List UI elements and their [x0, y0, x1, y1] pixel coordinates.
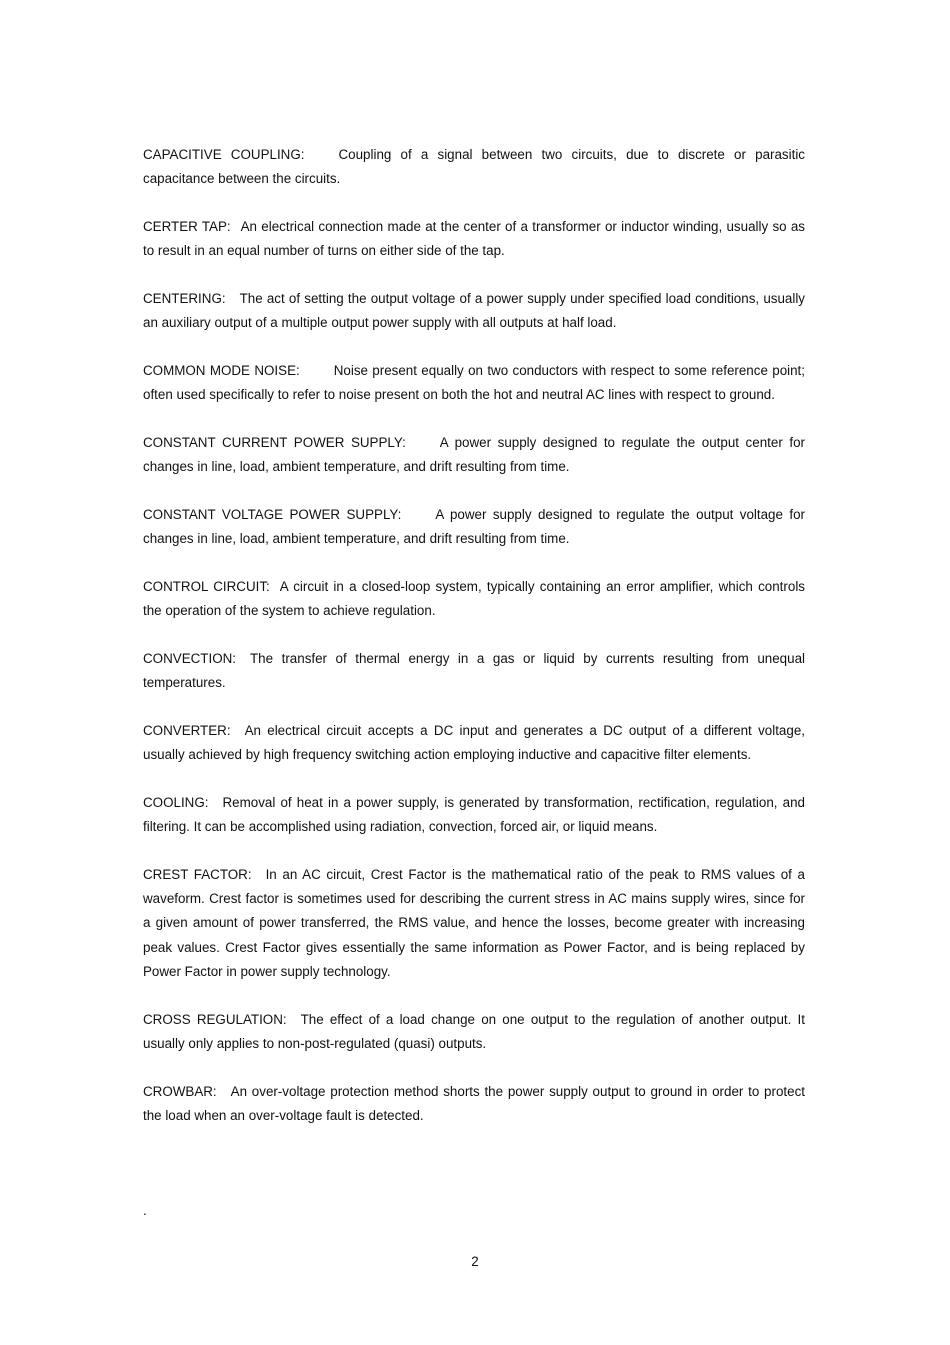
glossary-definition: A power supply designed to regulate the output voltage for changes in line, load, ambient temperature, and drift resulting from time.	[143, 507, 805, 547]
glossary-entries	[143, 143, 805, 1152]
glossary-term: CERTER TAP:	[143, 219, 231, 234]
glossary-definition: The transfer of thermal energy in a gas or liquid by currents resulting from unequal temperatures.	[143, 651, 805, 691]
glossary-entry	[143, 503, 805, 551]
glossary-entry	[143, 287, 805, 335]
glossary-definition: A power supply designed to regulate the output center for changes in line, load, ambient temperature, and drift resulting from time.	[143, 435, 805, 475]
glossary-term: CONSTANT CURRENT POWER SUPPLY:	[143, 435, 406, 450]
glossary-entry	[143, 863, 805, 984]
glossary-term: CAPACITIVE COUPLING:	[143, 147, 305, 162]
glossary-definition: In an AC circuit, Crest Factor is the mathematical ratio of the peak to RMS values of a waveform. Crest factor is sometimes used for describing the current stress in AC mains supply wires, since for a given amount of power transferred, the RMS value, and hence the losses, become greater with increasing peak values. Crest Factor gives essentially the same information as Power Factor, and is being replaced by Power Factor in power supply technology.	[143, 867, 805, 979]
glossary-entry	[143, 719, 805, 767]
glossary-entry	[143, 143, 805, 191]
glossary-definition: The act of setting the output voltage of a power supply under specified load conditions, usually an auxiliary output of a multiple output power supply with all outputs at half load.	[143, 291, 805, 331]
glossary-entry	[143, 791, 805, 839]
glossary-term: CONVERTER:	[143, 723, 231, 738]
glossary-entry	[143, 647, 805, 695]
glossary-term: CONVECTION:	[143, 651, 236, 666]
glossary-entry	[143, 431, 805, 479]
glossary-definition: Coupling of a signal between two circuits, due to discrete or parasitic capacitance between the circuits.	[143, 147, 805, 187]
page-number: 2	[471, 1254, 479, 1269]
glossary-entry	[143, 1008, 805, 1056]
trailing-mark: .	[143, 1203, 147, 1218]
glossary-term: CROSS REGULATION:	[143, 1011, 287, 1027]
glossary-definition: A circuit in a closed-loop system, typically containing an error amplifier, which controls the operation of the system to achieve regulation.	[143, 579, 805, 619]
glossary-entry	[143, 575, 805, 623]
glossary-term: COMMON MODE NOISE:	[143, 363, 300, 378]
glossary-term: CREST FACTOR:	[143, 867, 252, 882]
glossary-entry	[143, 359, 805, 407]
glossary-definition: An over-voltage protection method shorts the power supply output to ground in order to protect the load when an over-voltage fault is detected.	[143, 1083, 805, 1123]
glossary-definition: The effect of a load change on one output to the regulation of another output. It usually only applies to non-post-regulated (quasi) outputs.	[143, 1011, 805, 1051]
glossary-term: CONSTANT VOLTAGE POWER SUPPLY:	[143, 507, 402, 522]
glossary-definition: An electrical connection made at the center of a transformer or inductor winding, usually so as to result in an equal number of turns on either side of the tap.	[143, 219, 806, 259]
glossary-entry	[143, 1080, 805, 1128]
glossary-definition: An electrical circuit accepts a DC input and generates a DC output of a different voltage, usually achieved by high frequency switching action employing inductive and capacitive filter elements.	[143, 723, 805, 763]
glossary-definition: Removal of heat in a power supply, is generated by transformation, rectification, regulation, and filtering. It can be accomplished using radiation, convection, forced air, or liquid means.	[143, 795, 805, 835]
glossary-term: CONTROL CIRCUIT:	[143, 579, 270, 594]
glossary-term: CENTERING:	[143, 291, 226, 306]
glossary-entry	[143, 215, 805, 263]
glossary-term: CROWBAR:	[143, 1083, 217, 1099]
glossary-term: COOLING:	[143, 795, 209, 810]
glossary-definition: Noise present equally on two conductors with respect to some reference point; often used specifically to refer to noise present on both the hot and neutral AC lines with respect to ground.	[143, 363, 805, 403]
